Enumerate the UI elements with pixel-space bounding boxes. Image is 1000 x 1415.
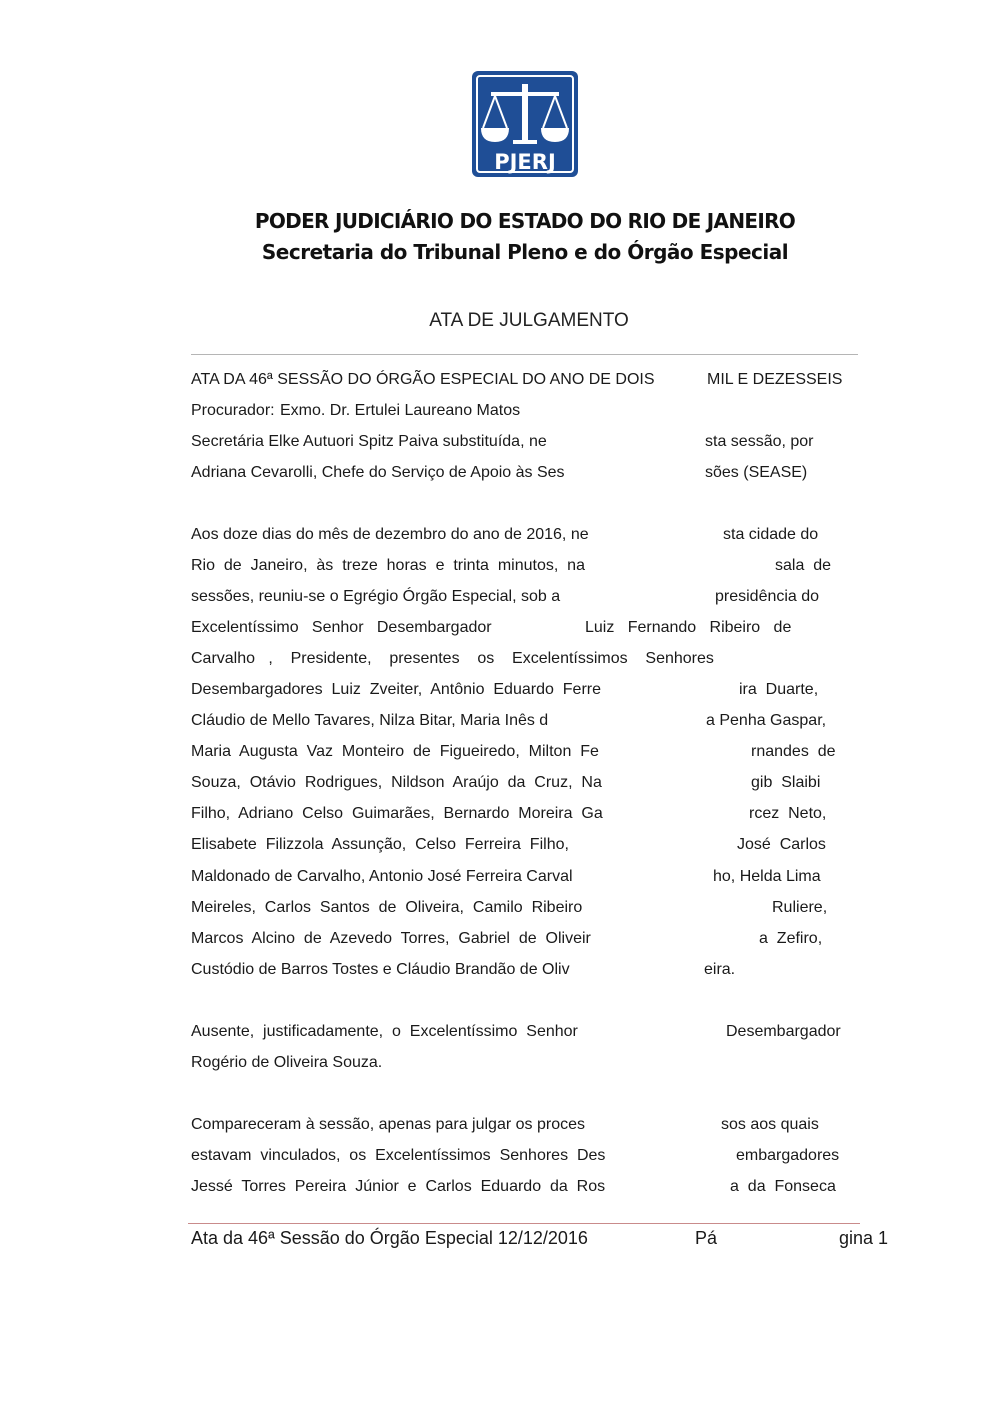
footer-page-prefix: Pá <box>695 1228 718 1248</box>
logo-text: PJERJ <box>494 150 556 174</box>
pjerj-scales-logo <box>471 70 579 178</box>
document-title: ATA DE JULGAMENTO <box>429 310 629 331</box>
document-page: PJERJ PODER JUDICIÁRIO DO ESTADO DO RIO DE JANEIRO Secretaria do Tribunal Pleno e do Órgão Especial ATA DE JULGAMENTO ATA DA 46ª SESSÃO DO ÓRGÃO ESPECIAL DO ANO DE DOIS MIL E DEZESSEIS Procurador: Exmo. Dr. Ertulei Laureano Matos Secretária Elke Autuori Spitz Paiva substituída, ne sta sessão, por Adriana Cevarolli, Chefe do Serviço de Apoio às Ses sões (SEASE) Aos doze dias do mês de dezembro do ano de 2016, ne sta cidade do Rio de Janeiro, às treze horas e trinta minutos, na sala de sessões, reuniu-se o Egrégio Órgão Especial, sob a presidência do Excelentíssimo Senhor Desembargador Luiz Fernando Ribeiro de Carvalho , Presidente, presentes os Excelentíssimos Senhores Desembargadores Luiz Zveiter, Antônio Eduardo Ferre ira Duarte, Cláudio de Mello Tavares, Nilza Bitar, Maria Inês d a Penha Gaspar, Maria Augusta Vaz Monteiro de Figueiredo, Milton Fe rnandes de Souza, Otávio Rodrigues, Nildson Araújo da Cruz, Na gib Slaibi Filho, Adriano Celso Guimarães, Bernardo Moreira Ga rcez Neto, Elisabete Filizzola Assunção, Celso Ferreira Filho, José Carlos Maldonado de Carvalho, Antonio José Ferreira Carval ho, Helda Lima Meireles, Carlos Santos de Oliveira, Camilo Ribeiro Ruliere, Marcos Alcino de Azevedo Torres, Gabriel de Oliveir a Zefiro, Custódio de Barros Tostes e Cláudio Brandão de Oliv eira. Ausente, justificadamente, o Excelentíssimo Senhor Desembargador Rogério de Oliveira Souza. Compareceram à sessão, apenas para julgar os proces sos aos quais estavam vinculados, os Excelentíssimos Senhores Des embargadores Jessé Torres Pereira Júnior e Carlos Eduardo da Ros a da Fonseca Ata da 46ª Sessão do Órgão Especial 12/12/2016 Pá gina 1 <box>0 0 1000 1415</box>
footer-page-number: gina 1 <box>839 1228 889 1248</box>
header-divider <box>191 354 858 355</box>
header-secretariat: Secretaria do Tribunal Pleno e do Órgão Especial <box>261 240 789 264</box>
footer-divider <box>188 1223 860 1224</box>
header-court-name: PODER JUDICIÁRIO DO ESTADO DO RIO DE JANEIRO <box>254 209 796 233</box>
footer-session-label: Ata da 46ª Sessão do Órgão Especial 12/12/2016 <box>191 1228 588 1248</box>
